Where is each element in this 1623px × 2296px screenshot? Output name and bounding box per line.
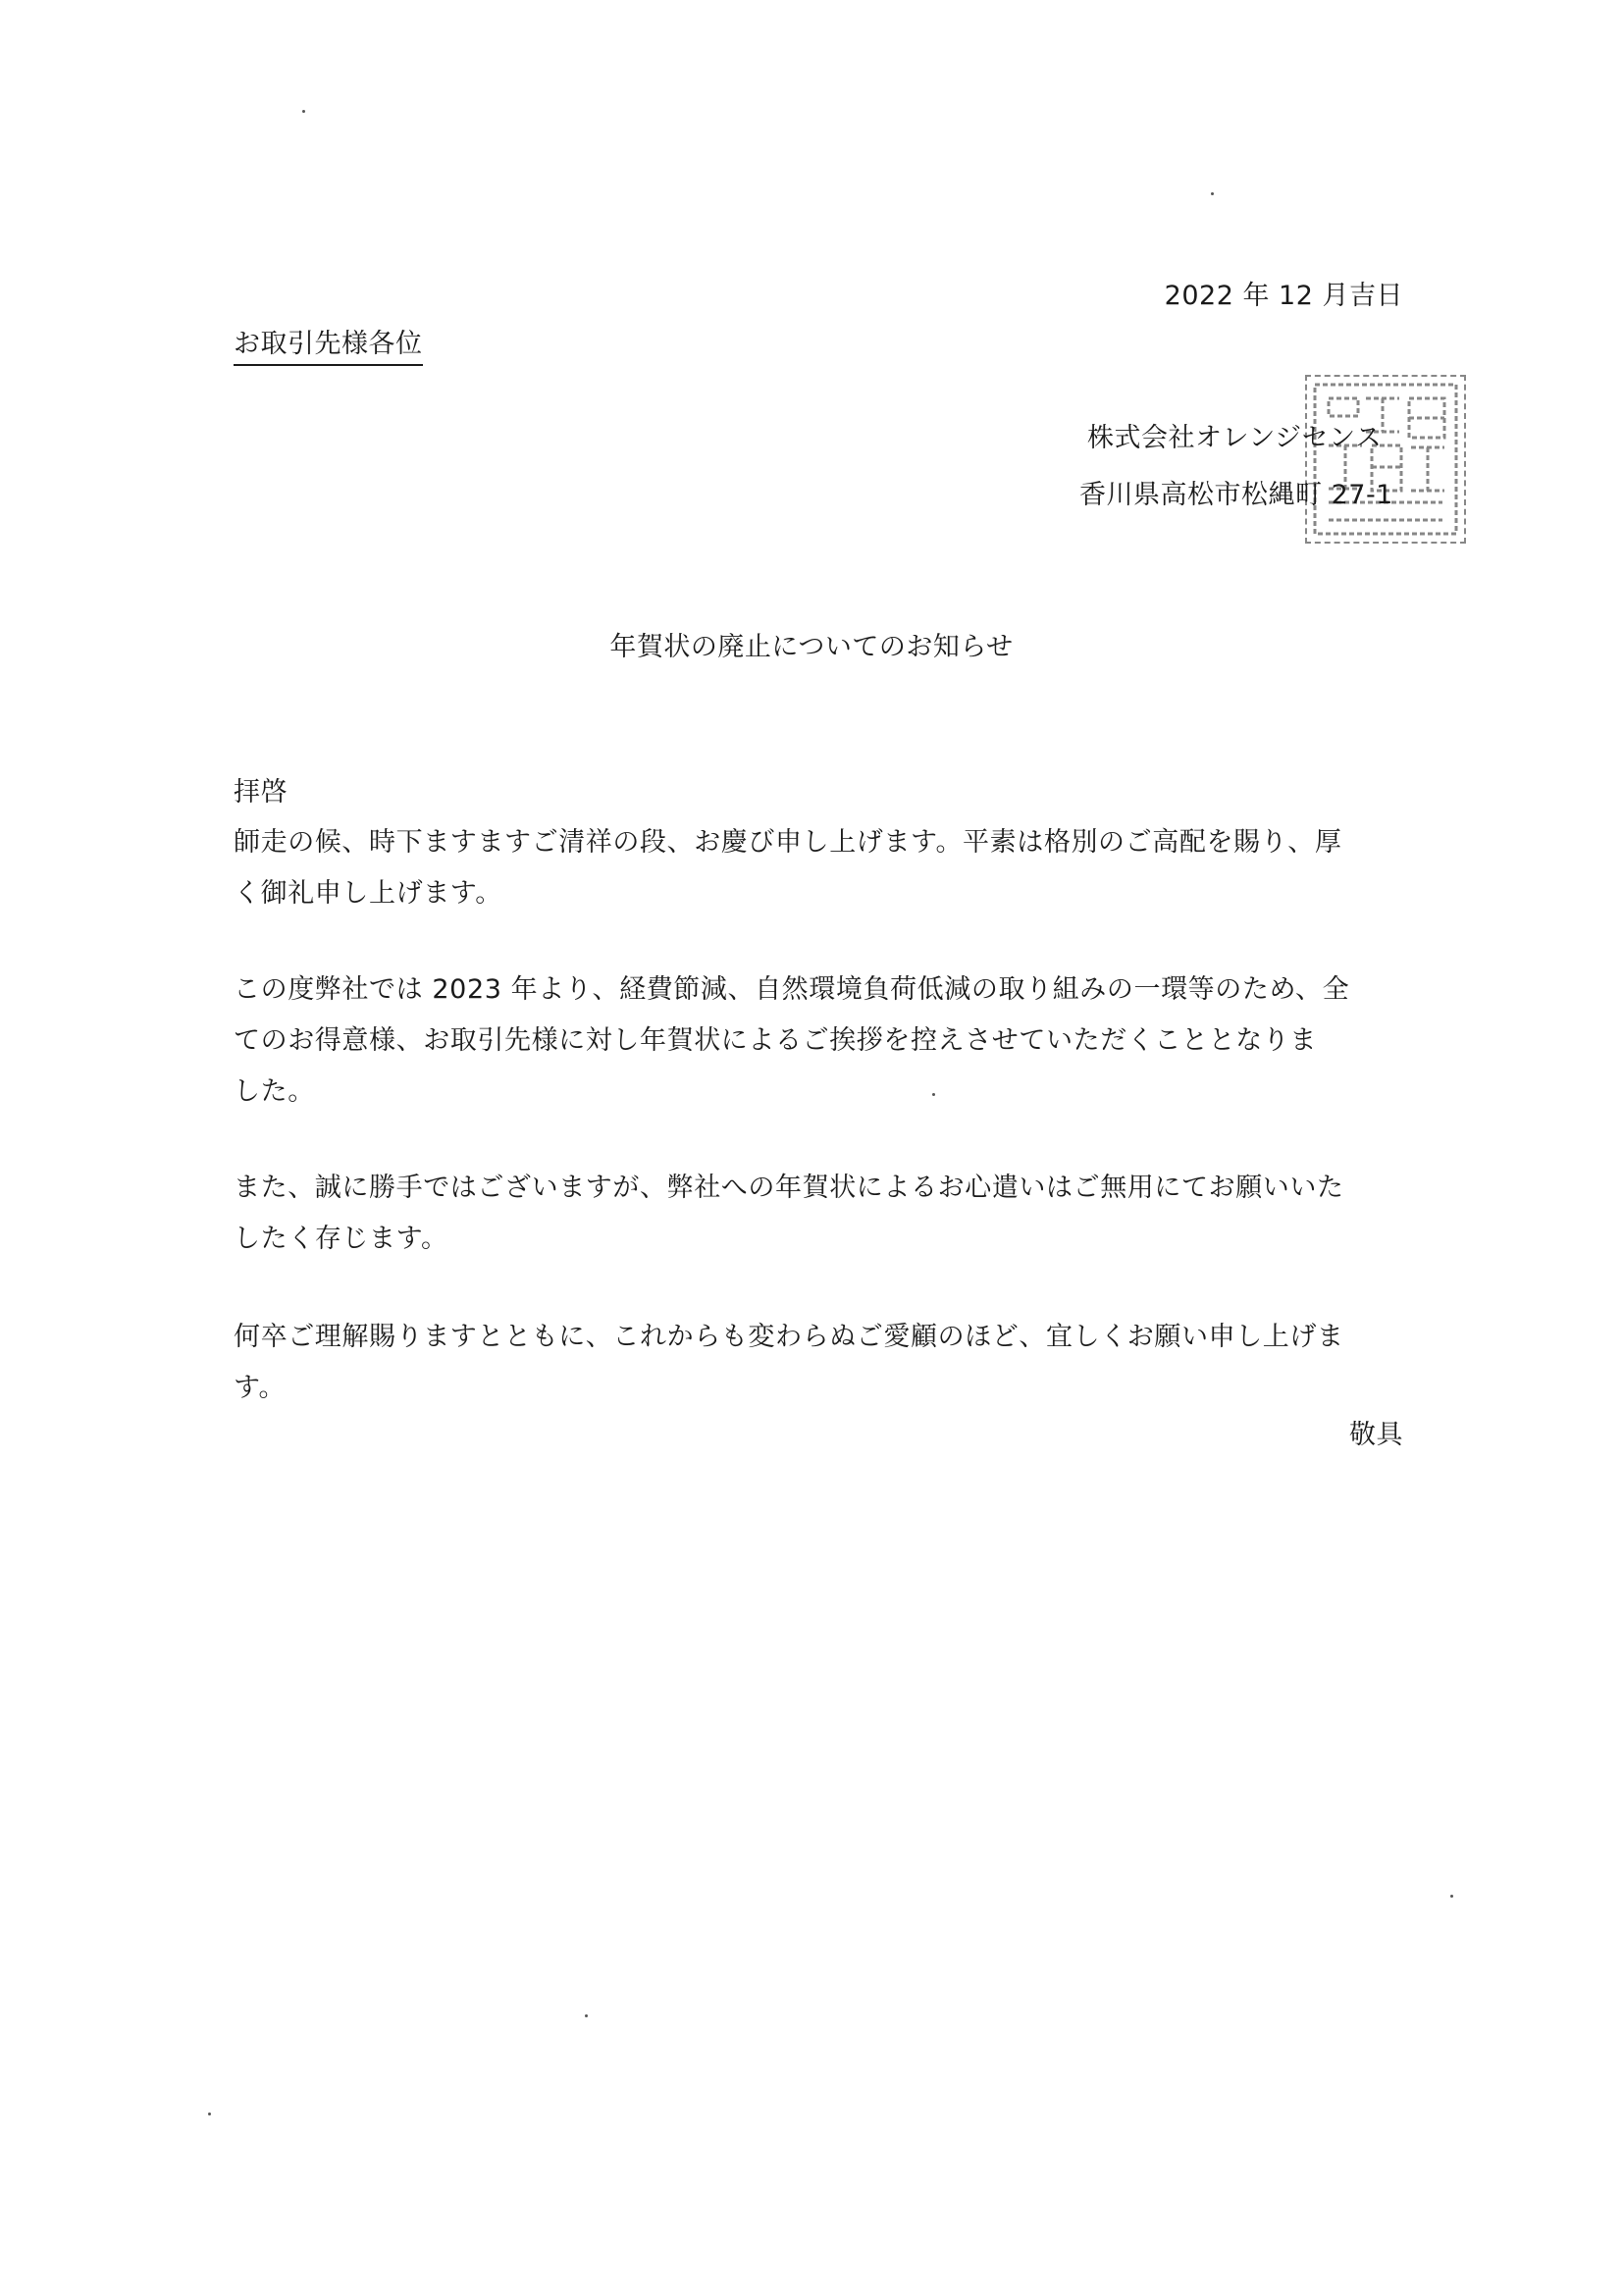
closing-salutation: 敬具 xyxy=(1349,1420,1403,1450)
scan-speck xyxy=(1450,1895,1453,1898)
notice-title: 年賀状の廃止についてのお知らせ xyxy=(609,632,1014,662)
paragraph-text: 何卒ご理解賜りますとともに、これからも変わらぬご愛顧のほど、宜しくお願い申し上げま す。 xyxy=(234,1322,1344,1403)
paragraph-text: また、誠に勝手ではございますが、弊社への年賀状によるお心遣いはご無用にてお願いいた したく存じます。 xyxy=(234,1173,1344,1254)
recipient-heading: お取引先様各位 xyxy=(234,326,423,366)
body-paragraph xyxy=(234,1312,1411,1414)
opening-salutation xyxy=(234,767,1411,818)
sender-address: 香川県高松市松縄町 27-1 xyxy=(1079,480,1393,510)
company-seal-icon xyxy=(1305,375,1466,544)
paragraph-text: 師走の候、時下ますますご清祥の段、お慶び申し上げます。平素は格別のご高配を賜り、厚 く御礼申し上げます。 xyxy=(234,827,1342,909)
scan-speck xyxy=(302,110,305,113)
scan-speck xyxy=(208,2113,211,2115)
scan-speck xyxy=(1211,192,1214,195)
sender-company: 株式会社オレンジセンス xyxy=(1087,423,1383,453)
body-paragraph xyxy=(234,1163,1411,1265)
body-paragraph xyxy=(234,965,1411,1118)
scan-speck xyxy=(585,2014,588,2017)
letter-date: 2022 年 12 月吉日 xyxy=(1164,281,1403,311)
paragraph-text: この度弊社では 2023 年より、経費節減、自然環境負荷低減の取り組みの一環等のため、全 てのお得意様、お取引先様に対し年賀状によるご挨拶を控えさせていただくこととなりま した。 xyxy=(234,974,1350,1107)
body-paragraph xyxy=(234,817,1411,919)
opening-text: 拝啓 xyxy=(234,777,288,808)
